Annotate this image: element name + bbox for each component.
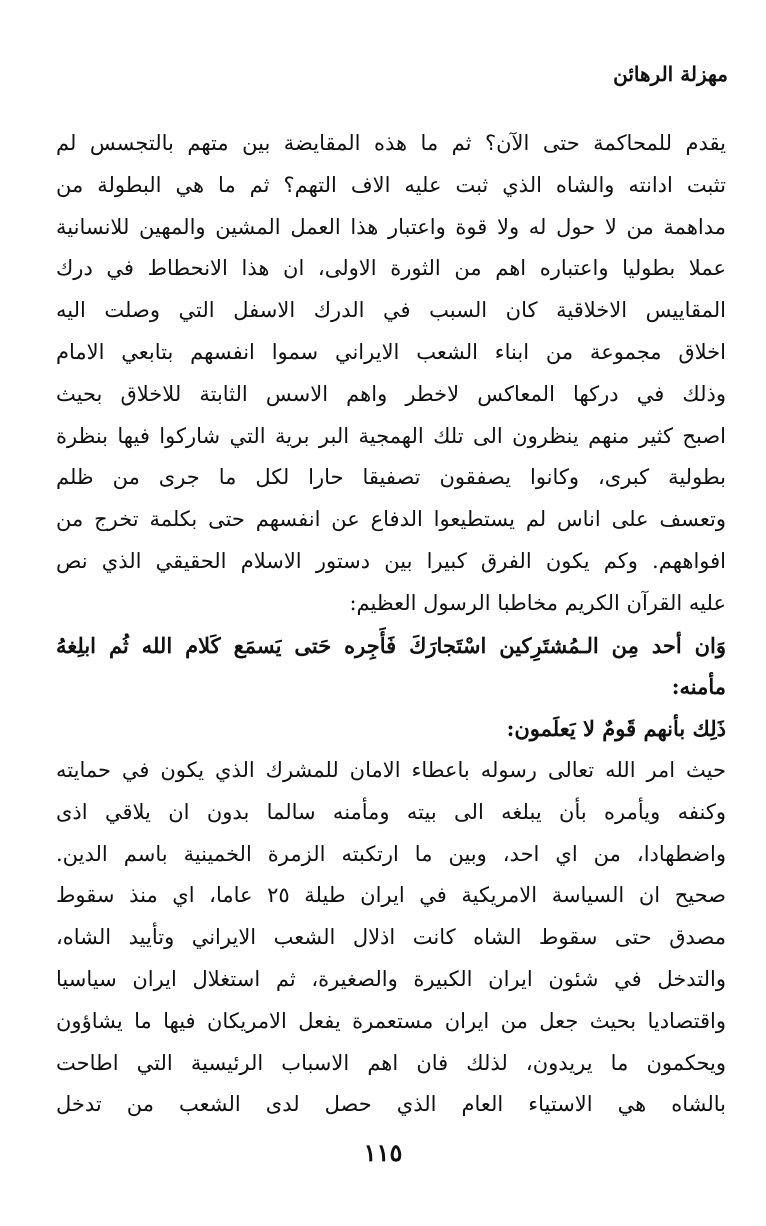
text-line: وتعسف على اناس لم يستطيعوا الدفاع عن انفسهم حتى بكلمة تخرج من [56, 507, 726, 532]
text-line: عليه القرآن الكريم مخاطبا الرسول العظيم: [349, 590, 726, 615]
text-line: صحيح ان السياسة الامريكية في ايران طيلة ٢٥ عاما، اي منذ سقوط [56, 883, 726, 908]
body-text [56, 123, 726, 1126]
text-line: والتدخل في شئون ايران الكبيرة والصغيرة، ثم استغلال ايران سياسيا [56, 966, 726, 991]
text-line: بطولية كبرى، وكانوا يصفقون تصفيقا حارا لكل ما جرى من ظلم [56, 465, 726, 490]
text-line: عملا بطوليا واعتباره اهم من الثورة الاولى، ان هذا الانحطاط في درك [56, 256, 726, 281]
text-line: المقاييس الاخلاقية كان السبب في الدرك الاسفل التي وصلت اليه [56, 298, 726, 323]
quran-verse-line: وَان أحد مِن الـمُشتَرِكين اسْتَجارَكَ فَأَجِره حَتى يَسمَع كَلام الله ثُم ابلِغهُ [56, 632, 726, 658]
quran-verse-line: مأمنه: [671, 674, 726, 700]
text-line: وذلك في دركها المعاكس لاخطر واهم الاسس الثابتة للاخلاق بحيث [56, 381, 726, 406]
text-line: اخلاق مجموعة من ابناء الشعب الايراني سموا انفسهم بتابعي الامام [56, 339, 726, 364]
text-line: تثبت ادانته والشاه الذي ثبت عليه الاف التهم؟ ثم ما هي البطولة من [56, 172, 726, 197]
running-title: مهزلة الرهائن [613, 62, 728, 86]
text-line: حيث امر الله تعالى رسوله باعطاء الامان للمشرك الذي يكون في حمايته [56, 757, 726, 782]
text-line: ويحكمون ما يريدون، لذلك فان اهم الاسباب الرئيسية التي اطاحت [56, 1050, 726, 1075]
text-line: يقدم للمحاكمة حتى الآن؟ ثم ما هذه المقايضة بين متهم بالتجسس لم [56, 131, 726, 155]
text-line: واقتصاديا بحيث جعل من ايران مستعمرة يفعل الامريكان فيها ما يشاؤون [56, 1008, 726, 1033]
text-line: بالشاه هي الاستياء العام الذي حصل لدى الشعب من تدخل [56, 1092, 726, 1117]
page-number: ١١٥ [363, 1138, 403, 1167]
text-line: افواههم. وكم يكون الفرق كبيرا بين دستور الاسلام الحقيقي الذي نص [56, 548, 726, 573]
text-line: مداهمة من لا حول له ولا قوة واعتبار هذا العمل المشين والمهين للانسانية [56, 214, 726, 239]
text-line: اصبح كثير منهم ينظرون الى تلك الهمجية البر برية التي شاركوا فيها بنظرة [56, 423, 726, 448]
text-line: وكنفه ويأمره بأن يبلغه الى بيته ومأمنه سالما بدون ان يلاقي اذى [56, 799, 726, 824]
text-line: واضطهادا، من اي احد، وبين ما ارتكبته الزمرة الخمينية باسم الدين. [56, 841, 726, 866]
quran-verse-line: ذَلِك بأنهم قَومٌ لا يَعلَمون: [506, 716, 726, 742]
text-line: مصدق حتى سقوط الشاه كانت اذلال الشعب الايراني وتأييد الشاه، [56, 925, 726, 950]
